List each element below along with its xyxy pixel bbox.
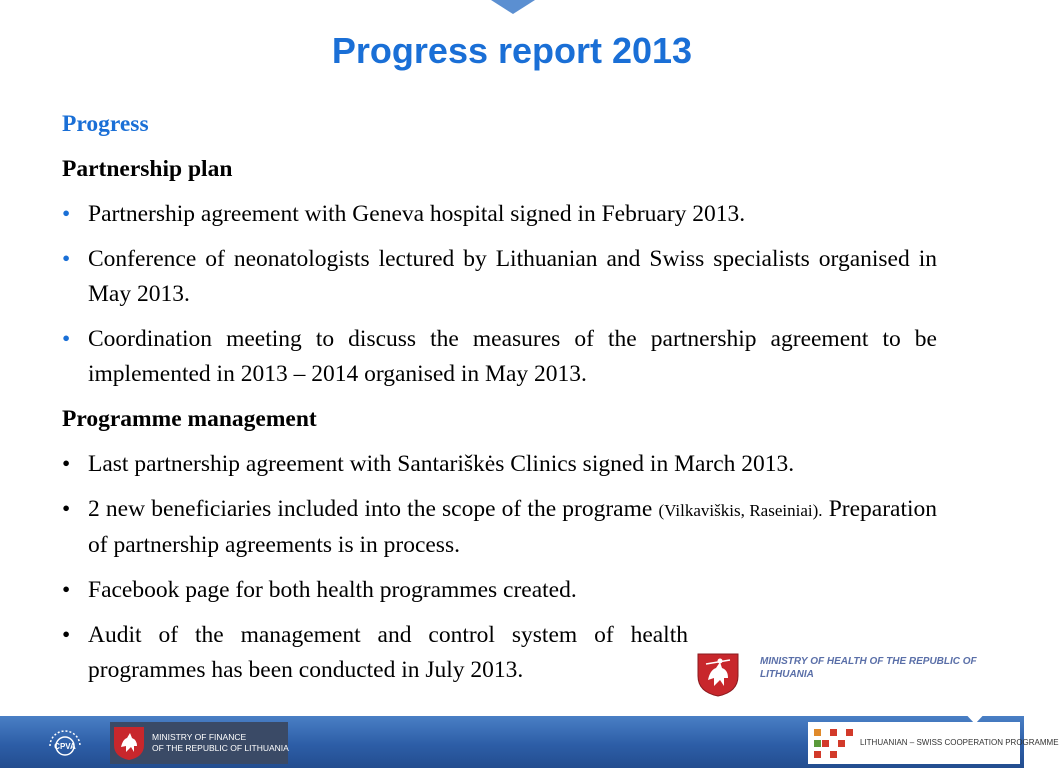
list-item: [62, 447, 937, 482]
list-item: [62, 618, 688, 688]
slide-body: [62, 107, 937, 698]
lithuanian-coat-of-arms-icon: [694, 650, 742, 698]
bullet-icon: •: [62, 496, 71, 522]
ministry-of-finance-line1: MINISTRY OF FINANCE: [152, 732, 247, 742]
section-heading-partnership-plan: Partnership plan: [62, 156, 233, 182]
page-title: Progress report 2013: [331, 30, 693, 71]
bullet-icon: •: [62, 201, 71, 227]
bullet-icon: •: [62, 246, 71, 272]
list-item: [62, 573, 937, 608]
list-item: [62, 197, 937, 232]
list-item: [62, 242, 937, 312]
cpva-text: CPVA: [54, 742, 76, 751]
list-item: [62, 322, 937, 392]
list-item: [62, 492, 937, 563]
lithuanian-swiss-programme-logo: [808, 722, 1059, 764]
lithuanian-coat-of-arms-icon: [112, 725, 146, 761]
list-item-text: Facebook page for both health programmes created.: [88, 577, 577, 603]
ministry-of-health-name: MINISTRY OF HEALTH OF THE REPUBLIC OF LITHUANIA: [760, 656, 977, 680]
bullet-icon: •: [62, 622, 71, 648]
list-item-text-tail: Preparation of partnership agreements is in process.: [88, 496, 938, 558]
ministry-of-finance-line2: OF THE REPUBLIC OF LITHUANIA: [152, 743, 289, 753]
swiss-programme-squares-icon: [814, 729, 854, 759]
cpva-logo: [40, 724, 90, 764]
list-item-text: Last partnership agreement with Santariškės Clinics signed in March 2013.: [88, 451, 795, 477]
section-heading-programme-management: Programme management: [62, 406, 317, 432]
swiss-programme-name: LITHUANIAN – SWISS COOPERATION PROGRAMME: [860, 738, 1059, 747]
ministry-of-finance-name: [152, 732, 289, 754]
ministry-of-health-logo: [692, 648, 992, 700]
bullet-icon: •: [62, 326, 71, 352]
ministry-of-finance-logo: [110, 722, 288, 764]
top-tab-marker: [491, 0, 535, 14]
beneficiary-names: (Vilkaviškis, Raseiniai).: [658, 501, 823, 520]
list-item-text: Conference of neonatologists lectured by Lithuanian and Swiss specialists organised in May 2013.: [88, 246, 937, 307]
list-item-text: 2 new beneficiaries included into the scope of the programe: [88, 496, 653, 522]
list-item-text: Coordination meeting to discuss the measures of the partnership agreement to be implemented in 2013 – 2014 organised in May 2013.: [88, 326, 937, 387]
section-heading-progress: Progress: [62, 111, 149, 137]
list-item-text: Partnership agreement with Geneva hospital signed in February 2013.: [88, 201, 746, 227]
list-item-text: Audit of the management and control system of health programmes has been conducted in July 2013.: [88, 622, 688, 683]
bullet-icon: •: [62, 451, 71, 477]
bullet-icon: •: [62, 577, 71, 603]
